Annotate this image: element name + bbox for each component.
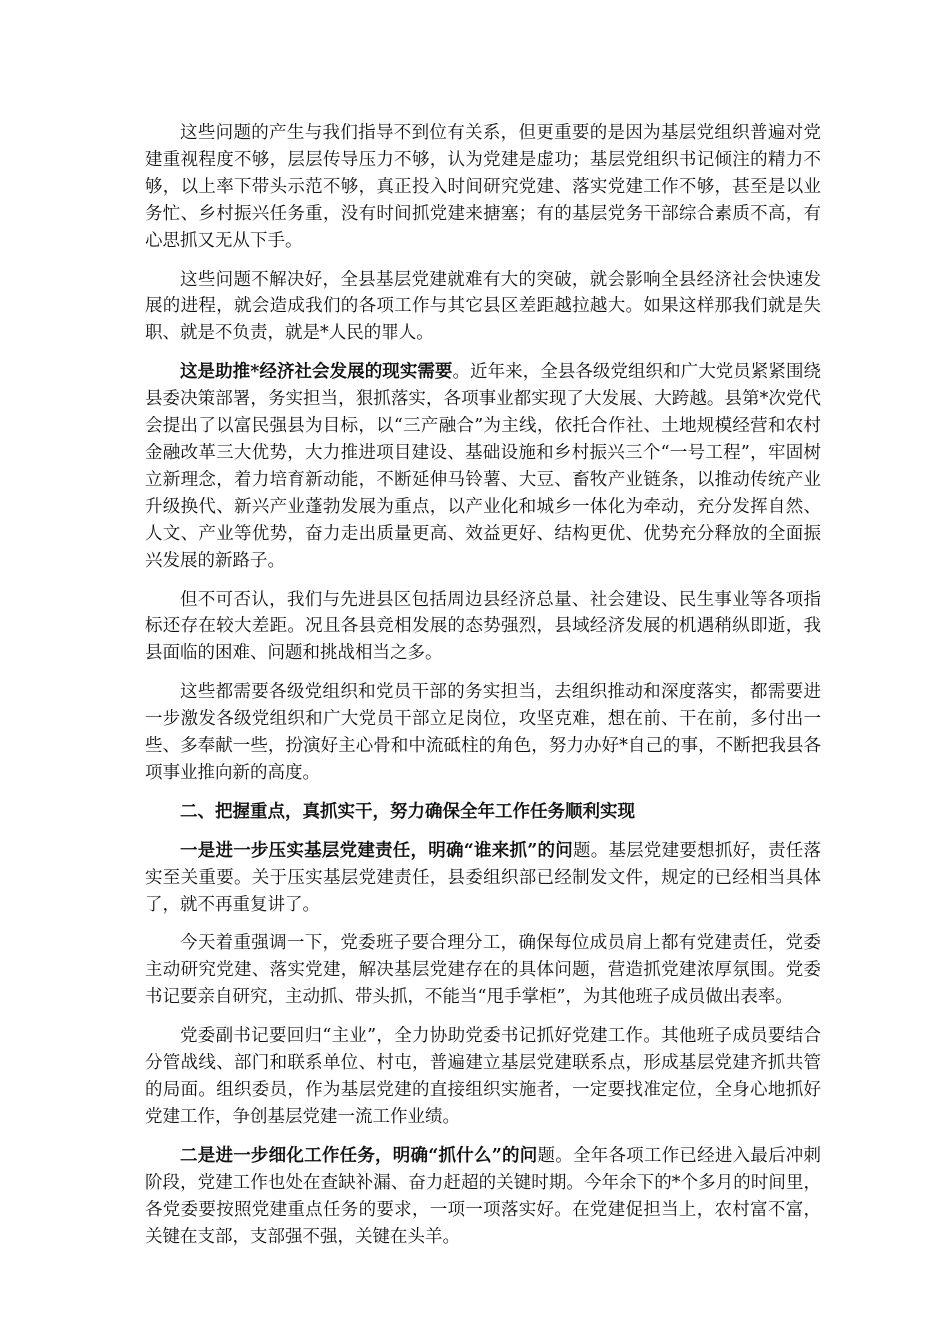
paragraph-body: 题。基层党建要想抓好，责任落实至关重要。关于压实基层党建责任，县委组织部已经制发文件，规定的已经相当具体了，就不再重复讲了。 (145, 840, 822, 915)
paragraph-problem-causes: 这些问题的产生与我们指导不到位有关系，但更重要的是因为基层党组织普遍对党建重视程度不够，层层传导压力不够，认为党建是虚功；基层党组织书记倾注的精力不够，以上率下带头示范不够，真正投入时间研究党建、落实党建工作不够，甚至是以业务忙、乡村振兴任务重，没有时间抓党建来搪塞；有的基层党务干部综合素质不高，有心思抓又无从下手。 (145, 123, 821, 251)
paragraph-committee-division: 今天着重强调一下，党委班子要合理分工，确保每位成员肩上都有党建责任，党委主动研究党建、落实党建，解决基层党建存在的具体问题，营造抓党建浓厚氛围。党委书记要亲自研究，主动抓、带头抓，不能当“甩手掌柜”，为其他班子成员做出表率。 (145, 933, 821, 1008)
paragraph-problem-consequences: 这些问题不解决好，全县基层党建就难有大的突破，就会影响全县经济社会快速发展的进程，就会造成我们的各项工作与其它县区差距越拉越大。如果这样那我们就是失职、就是不负责，就是*人民的罪人。 (145, 269, 821, 344)
paragraph-body: 题。全年各项工作已经进入最后冲刺阶段，党建工作也处在查缺补漏、奋力赶超的关键时期。今年余下的*个多月的时间里，各党委要按照党建重点任务的要求，一项一项落实好。在党建促担当上，农村富不富，关键在支部，支部强不强，关键在头羊。 (145, 1145, 821, 1247)
paragraph-point-one (145, 838, 821, 919)
paragraph-point-two (145, 1143, 821, 1251)
section-heading-2: 二、把握重点，真抓实干，努力确保全年工作任务顺利实现 (180, 801, 635, 822)
paragraph-gap-analysis: 但不可否认，我们与先进县区包括周边县经济总量、社会建设、民生事业等各项指标还存在较大差距。况且各县竞相发展的态势强烈，县域经济发展的机遇稍纵即逝，我县面临的困难、问题和挑战相当之多。 (145, 589, 821, 664)
paragraph-lead-bold: 这是助推*经济社会发展的现实需要 (180, 362, 453, 383)
paragraph-lead-bold: 二是进一步细化工作任务，明确“抓什么”的问 (180, 1145, 538, 1166)
paragraph-lead-bold: 一是进一步压实基层党建责任，明确“谁来抓”的问 (180, 840, 573, 861)
paragraph-body: 。近年来，全县各级党组织和广大党员紧紧围绕县委决策部署，务实担当，狠抓落实，各项事业都实现了大发展、大跨越。县第*次党代会提出了以富民强县为目标，以“三产融合”为主线，依托合作社、土地规模经营和农村金融改革三大优势，大力推进项目建设、基础设施和乡村振兴三个“一号工程”，牢固树立新理念，着力培育新动能，不断延伸马铃薯、大豆、畜牧产业链条，以推动传统产业升级换代、新兴产业蓬勃发展为重点，以产业化和城乡一体化为牵动，充分发挥自然、人文、产业等优势，奋力走出质量更高、效益更好、结构更优、优势充分释放的全面振兴发展的新路子。 (145, 362, 822, 571)
paragraph-responsibility-call: 这些都需要各级党组织和党员干部的务实担当，去组织推动和深度落实，都需要进一步激发各级党组织和广大党员干部立足岗位，攻坚克难，想在前、干在前，多付出一些、多奉献一些，扮演好主心骨和中流砥柱的角色，努力办好*自己的事，不断把我县各项事业推向新的高度。 (145, 682, 821, 783)
document-page (145, 120, 821, 1262)
paragraph-development-needs (145, 359, 821, 574)
paragraph-deputy-secretary: 党委副书记要回归“主业”，全力协助党委书记抓好党建工作。其他班子成员要结合分管战线、部门和联系单位、村屯，普遍建立基层党建联系点，形成基层党建齐抓共管的局面。组织委员，作为基层党建的直接组织实施者，一定要找准定位，全身心地抓好党建工作，争创基层党建一流工作业绩。 (145, 1026, 821, 1127)
